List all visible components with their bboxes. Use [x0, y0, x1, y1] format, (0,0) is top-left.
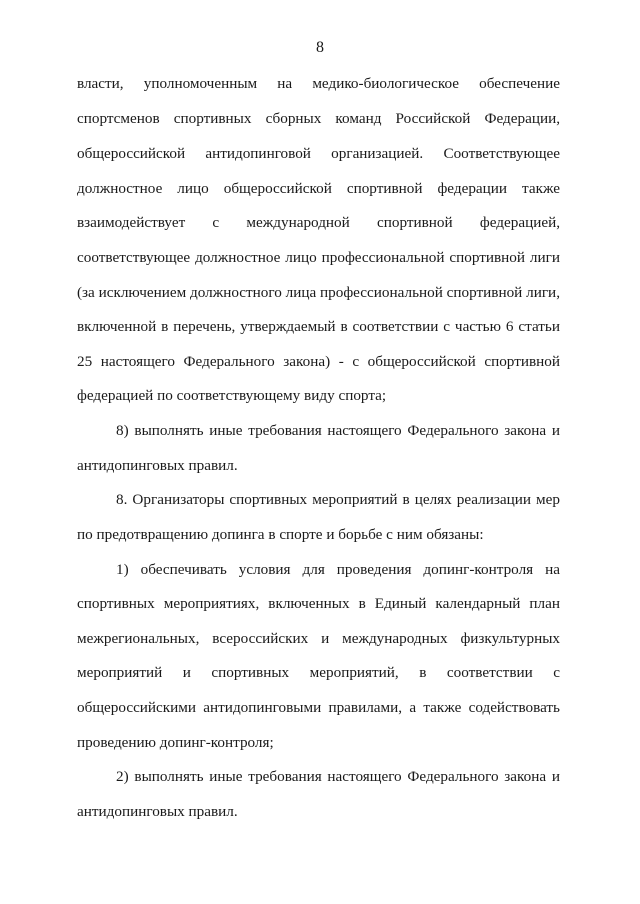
text-line: взаимодействует с международной спортивной федерацией, [77, 214, 560, 231]
text-line: 1) обеспечивать условия для проведения допинг-контроля на [116, 561, 560, 578]
page-number: 8 [316, 39, 324, 56]
text-line: 25 настоящего Федерального закона) - с общероссийской спортивной [77, 353, 560, 370]
text-line: 8. Организаторы спортивных мероприятий в целях реализации мер [116, 491, 560, 508]
text-line: спортсменов спортивных сборных команд Российской Федерации, [77, 110, 560, 127]
text-line: федерацией по соответствующему виду спорта; [77, 387, 387, 404]
text-line: межрегиональных, всероссийских и международных физкультурных [77, 630, 560, 647]
text-line: проведению допинг-контроля; [77, 734, 274, 751]
text-line: власти, уполномоченным на медико-биологическое обеспечение [77, 75, 560, 92]
text-line: соответствующее должностное лицо профессиональной спортивной лиги [77, 249, 560, 266]
text-line: 2) выполнять иные требования настоящего Федерального закона и [116, 768, 560, 785]
text-line: общероссийской антидопинговой организацией. Соответствующее [77, 145, 560, 162]
text-line: 8) выполнять иные требования настоящего Федерального закона и [116, 422, 560, 439]
text-line: включенной в перечень, утверждаемый в соответствии с частью 6 статьи [77, 318, 560, 335]
text-line: мероприятий и спортивных мероприятий, в соответствии с [77, 664, 560, 681]
text-line: спортивных мероприятиях, включенных в Единый календарный план [77, 595, 560, 612]
text-line: по предотвращению допинга в спорте и борьбе с ним обязаны: [77, 526, 484, 543]
text-line: антидопинговых правил. [77, 457, 238, 474]
text-line: антидопинговых правил. [77, 803, 238, 820]
text-line: (за исключением должностного лица профессиональной спортивной лиги, [77, 284, 560, 301]
text-line: общероссийскими антидопинговыми правилами, а также содействовать [77, 699, 560, 716]
text-line: должностное лицо общероссийской спортивной федерации также [77, 180, 560, 197]
